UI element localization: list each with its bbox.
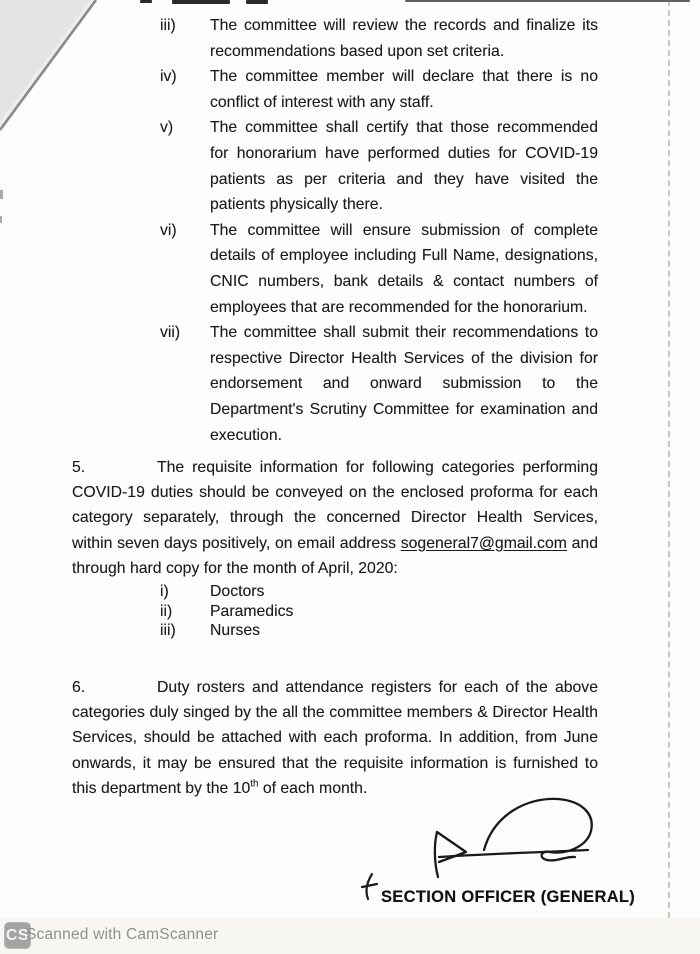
category-label: Doctors [210, 583, 265, 600]
paragraph-text: of each month. [258, 779, 368, 797]
signatory-title: SECTION OFFICER (GENERAL) [381, 888, 636, 906]
scan-edge-mark [0, 216, 2, 223]
list-item [160, 115, 598, 217]
list-item-text: The committee will review the records and finalize its recommendations based upon set criteria. [210, 17, 598, 60]
list-item-number: iii) [160, 17, 176, 34]
list-item-text: The committee shall submit their recommendations to respective Director Health Services of the division for endorsement and onward submission to the Department's Scrutiny Committee for examination and execution. [210, 324, 598, 444]
list-item [160, 13, 598, 64]
list-item-number: v) [160, 119, 174, 137]
camscanner-watermark-text: Scanned with CamScanner [26, 926, 219, 943]
handwritten-signature [424, 794, 604, 889]
category-list [160, 582, 460, 641]
cutoff-text-fragment [405, 0, 690, 2]
category-number: ii) [160, 602, 173, 620]
paragraph-text: The requisite information for following categories performing COVID-19 duties should be conveyed on the enclosed proforma for each category separately, through the concerned Director Health Services, within seven days positively, on email address [72, 458, 598, 552]
list-item [160, 64, 598, 115]
category-item [160, 602, 460, 622]
pen-check-mark [360, 872, 380, 902]
category-item [160, 582, 460, 602]
list-item-text: The committee shall certify that those recommended for honorarium have performed duties for COVID-19 patients as per criteria and they have visited the patients physically there. [210, 119, 598, 214]
category-item [160, 621, 460, 641]
committee-duties-list [160, 13, 598, 448]
list-item-number: iv) [160, 68, 177, 86]
category-label: Nurses [210, 622, 261, 639]
page-fold-dotted-line [668, 0, 670, 918]
camscanner-logo-icon: CS [4, 922, 31, 949]
ordinal-superscript: th [250, 778, 259, 790]
page-corner-fold [0, 0, 110, 140]
list-item [160, 320, 598, 448]
list-item-text: The committee member will declare that there is no conflict of interest with any staff. [210, 68, 598, 111]
list-item [160, 218, 598, 320]
category-label: Paramedics [210, 602, 294, 620]
paragraph-6 [72, 675, 598, 801]
cutoff-text-fragment [172, 0, 230, 4]
camscanner-footer [0, 918, 700, 954]
paragraph-text: and through hard copy for the month of April, 2020: [72, 534, 598, 577]
email-address: sogeneral7@gmail.com [400, 534, 567, 552]
list-item-number: vi) [160, 221, 177, 239]
cutoff-text-fragment [140, 0, 152, 3]
paragraph-number: 6. [72, 678, 86, 696]
category-number: i) [160, 583, 169, 600]
list-item-text: The committee will ensure submission of complete details of employee including Full Name, designations, CNIC numbers, bank details & contact numbers of employees that are recommended for the honorarium. [210, 221, 598, 316]
paragraph-text: Duty rosters and attendance registers for each of the above categories duly singed by the all the committee members & Director Health Services, should be attached with each proforma. In addition, from June onwards, it may be ensured that the requisite information is furnished to this department by the 10 [72, 678, 598, 797]
paragraph-number: 5. [72, 458, 86, 476]
scan-edge-mark [0, 190, 3, 199]
cutoff-text-fragment [246, 0, 268, 4]
list-item-number: vii) [160, 324, 181, 342]
category-number: iii) [160, 622, 176, 639]
paragraph-5 [72, 455, 598, 581]
